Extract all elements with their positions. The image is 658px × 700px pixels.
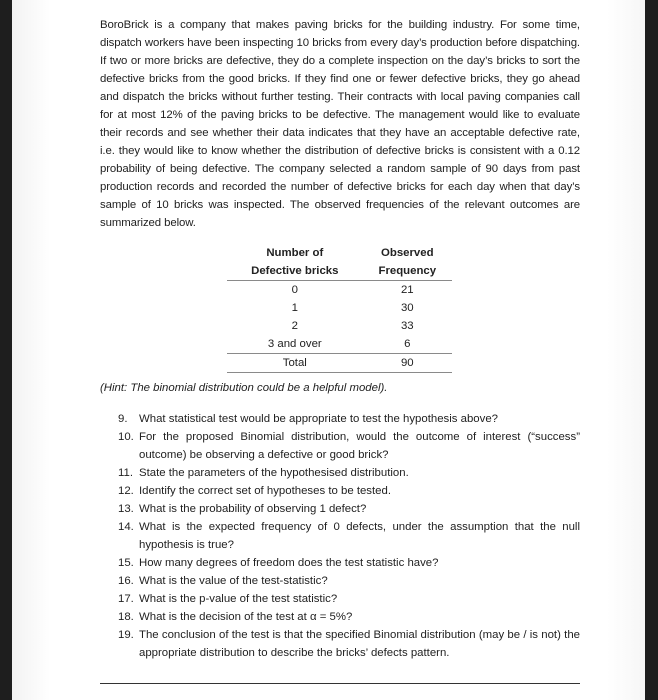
question-text: What is the p-value of the test statistic? <box>139 593 338 605</box>
question-text: What is the probability of observing 1 defect? <box>139 503 367 515</box>
defects-cell: 1 <box>291 302 298 314</box>
question-number: 12. <box>118 485 134 497</box>
question-number: 17. <box>118 593 134 605</box>
total-value: 90 <box>363 354 452 373</box>
defects-cell: 2 <box>291 320 298 332</box>
table-row <box>227 335 452 354</box>
frequency-cell: 6 <box>363 335 452 354</box>
question-number: 13. <box>118 503 134 515</box>
header-frequency-line1: Observed <box>381 247 434 259</box>
question-text: For the proposed Binomial distribution, would the outcome of interest (“success” outcome) be observing a defective or good brick? <box>139 431 580 461</box>
question-text: The conclusion of the test is that the specified Binomial distribution (may be / is not) the appropriate distribution to describe the bricks’ defects pattern. <box>139 629 580 659</box>
table-total-row <box>227 354 452 373</box>
question-item <box>118 482 580 500</box>
question-number: 15. <box>118 557 134 569</box>
question-text: What is the expected frequency of 0 defects, under the assumption that the null hypothesis is true? <box>139 521 580 551</box>
question-item <box>118 428 580 464</box>
question-text: What statistical test would be appropriate to test the hypothesis above? <box>139 413 499 425</box>
table-row <box>227 299 452 317</box>
frequency-cell: 21 <box>400 284 414 296</box>
question-number: 19. <box>118 629 134 641</box>
header-defects-line1: Number of <box>266 247 324 259</box>
question-text: State the parameters of the hypothesised distribution. <box>139 467 409 479</box>
question-text: What is the decision of the test at α = 5%? <box>139 611 353 623</box>
question-item <box>118 518 580 554</box>
header-defects-line2: Defective bricks <box>227 262 363 281</box>
problem-description: BoroBrick is a company that makes paving bricks for the building industry. For some time, dispatch workers have been inspecting 10 bricks from every day’s production before dispatching. If two or more bricks are defective, they do a complete inspection on the day’s bricks to sort the defective bricks from the good bricks. If they find one or fewer defective bricks, they go ahead and dispatch the bricks without further testing. Their contracts with local paving companies call for at most 12% of the paving bricks to be defective. The management would like to evaluate their records and see whether their data indicates that they have an acceptable defective rate, i.e. they would like to know whether the distribution of defective bricks is consistent with a 0.12 probability of being defective. The company selected a random sample of 90 days from past production records and recorded the number of defective bricks for each day when that day’s sample of 10 bricks was inspected. The observed frequencies of the relevant outcomes are summarized below. <box>100 19 580 229</box>
question-item <box>118 410 580 428</box>
table-row <box>227 281 452 300</box>
question-item <box>118 608 580 626</box>
question-number: 18. <box>118 611 134 623</box>
question-item <box>118 500 580 518</box>
question-number: 11. <box>118 467 133 479</box>
question-text: How many degrees of freedom does the test statistic have? <box>139 557 439 569</box>
question-item <box>118 554 580 572</box>
question-list <box>118 410 580 662</box>
question-text: What is the value of the test-statistic? <box>139 575 328 587</box>
question-number: 9. <box>118 413 128 425</box>
frequency-cell: 30 <box>400 302 414 314</box>
question-number: 16. <box>118 575 134 587</box>
question-item <box>118 464 580 482</box>
document-page <box>12 0 645 700</box>
table-row <box>227 317 452 335</box>
defects-cell: 3 and over <box>227 335 363 354</box>
defects-cell: 0 <box>291 284 298 296</box>
question-text: Identify the correct set of hypotheses to be tested. <box>139 485 392 497</box>
question-item <box>118 626 580 662</box>
question-number: 14. <box>118 521 134 533</box>
frequency-table <box>227 244 452 373</box>
header-frequency-line2: Frequency <box>363 262 452 281</box>
total-label: Total <box>227 354 363 373</box>
question-number: 10. <box>118 431 134 443</box>
frequency-cell: 33 <box>400 320 414 332</box>
hint-text: (Hint: The binomial distribution could be a helpful model). <box>100 382 388 394</box>
question-item <box>118 590 580 608</box>
question-item <box>118 572 580 590</box>
bottom-divider <box>100 683 580 684</box>
